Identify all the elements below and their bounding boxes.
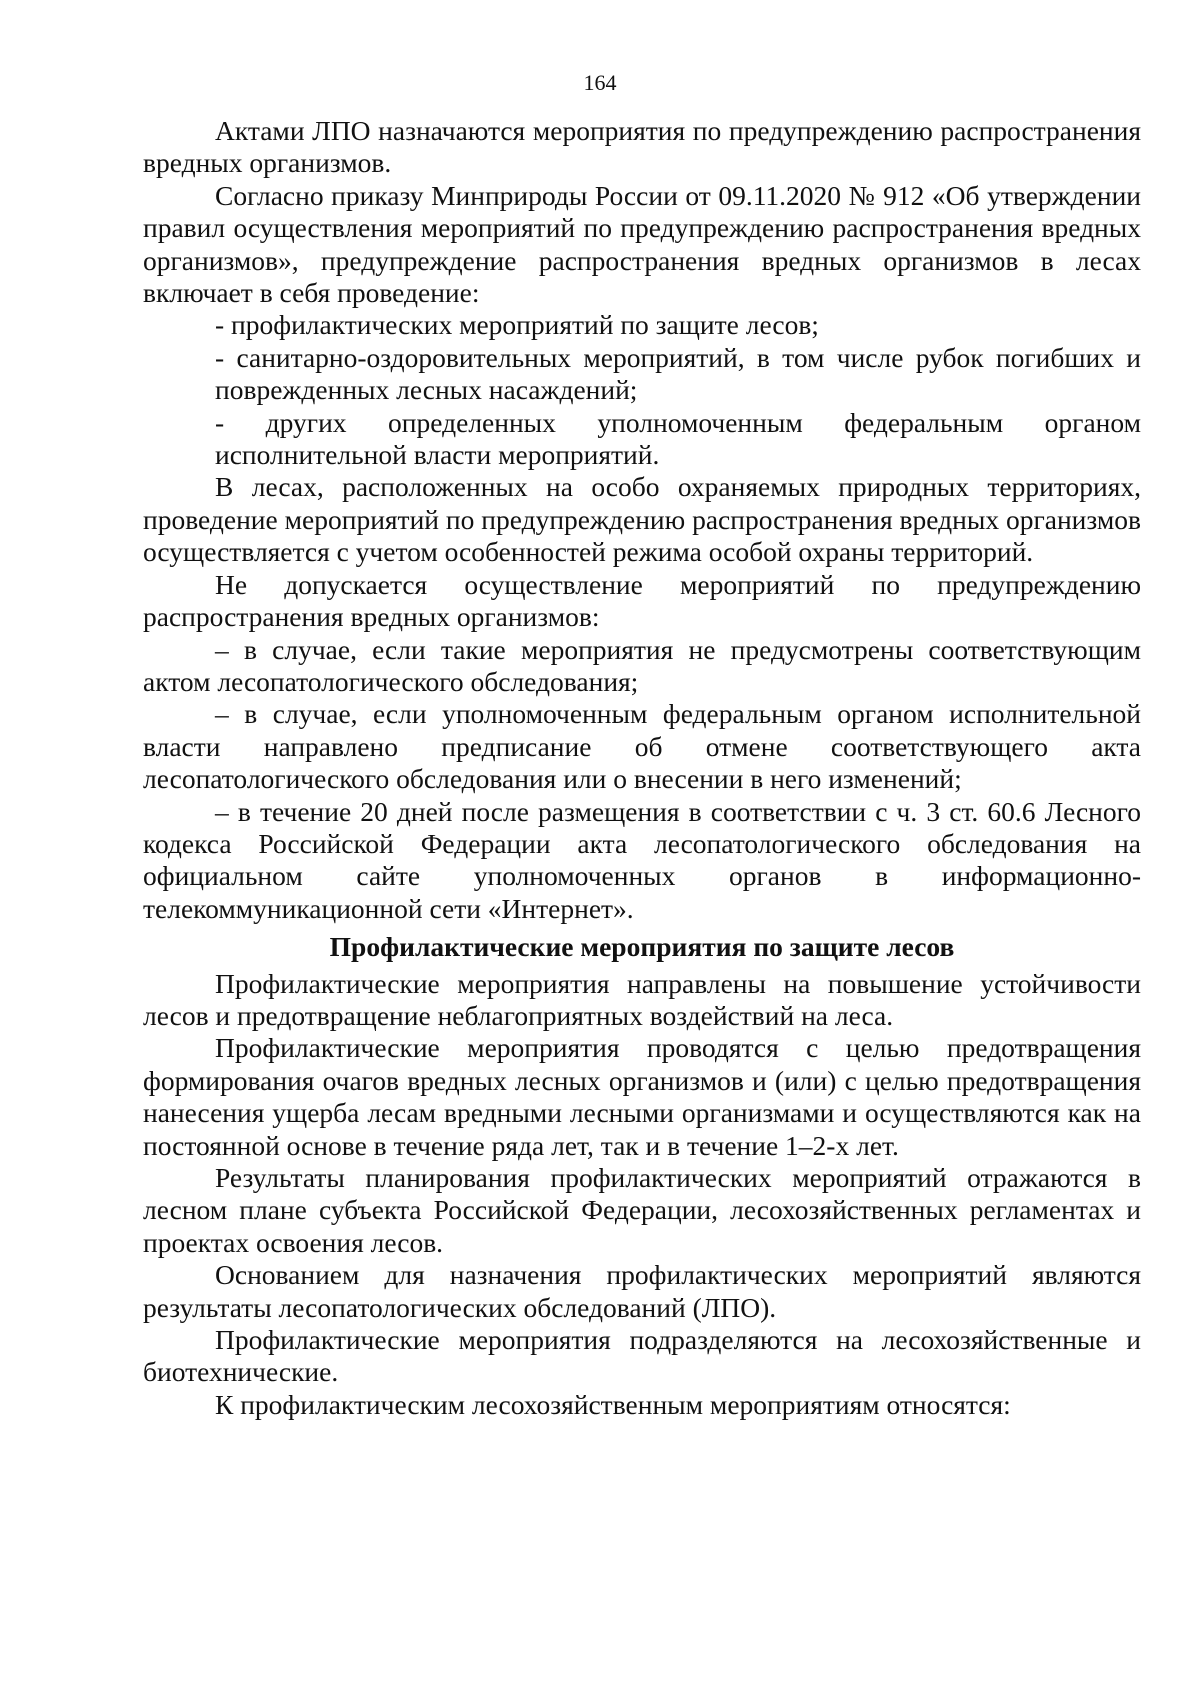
list-item: – в случае, если такие мероприятия не предусмотрены соответствующим актом лесопатологического обследования;	[143, 633, 1141, 697]
document-body	[143, 115, 1141, 1421]
paragraph: В лесах, расположенных на особо охраняемых природных территориях, проведение мероприятий по предупреждению распространения вредных организмов осуществляется с учетом особенностей режима особой охраны территорий.	[143, 471, 1141, 568]
paragraph: Результаты планирования профилактических мероприятий отражаются в лесном плане субъекта Российской Федерации, лесохозяйственных регламентах и проектах освоения лесов.	[143, 1162, 1141, 1258]
list-item: – в случае, если уполномоченным федеральным органом исполнительной власти направлено предписание об отмене соответствующего акта лесопатологического обследования или о внесении в него изменений;	[143, 698, 1141, 795]
paragraph: Актами ЛПО назначаются мероприятия по предупреждению распространения вредных организмов.	[143, 115, 1141, 179]
paragraph: Не допускается осуществление мероприятий по предупреждению распространения вредных организмов:	[143, 568, 1141, 633]
list-item: – в течение 20 дней после размещения в соответствии с ч. 3 ст. 60.6 Лесного кодекса Российской Федерации акта лесопатологического обследования на официальном сайте уполномоченных органов в информационно-телекоммуникационной сети «Интернет».	[143, 795, 1141, 924]
paragraph: Профилактические мероприятия подразделяются на лесохозяйственные и биотехнические.	[143, 1324, 1141, 1388]
paragraph: Профилактические мероприятия проводятся с целью предотвращения формирования очагов вредных лесных организмов и (или) с целью предотвращения нанесения ущерба лесам вредными лесными организмами и осуществляются как на постоянной основе в течение ряда лет, так и в течение 1–2-х лет.	[143, 1032, 1141, 1161]
paragraph: Профилактические мероприятия направлены на повышение устойчивости лесов и предотвращение неблагоприятных воздействий на леса.	[143, 967, 1141, 1031]
section-heading: Профилактические мероприятия по защите лесов	[329, 931, 955, 963]
paragraph: Согласно приказу Минприроды России от 09.11.2020 № 912 «Об утверждении правил осуществления мероприятий по предупреждению распространения вредных организмов», предупреждение распространения вредных организмов в лесах включает в себя проведение:	[143, 179, 1141, 309]
list-item: - санитарно-оздоровительных мероприятий, в том числе рубок погибших и поврежденных лесных насаждений;	[215, 341, 1141, 406]
paragraph: Основанием для назначения профилактических мероприятий являются результаты лесопатологических обследований (ЛПО).	[143, 1259, 1141, 1323]
page-number: 164	[583, 70, 617, 95]
list-item: - профилактических мероприятий по защите лесов;	[215, 309, 819, 341]
list-item: - других определенных уполномоченным федеральным органом исполнительной власти мероприятий.	[215, 406, 1141, 471]
paragraph: К профилактическим лесохозяйственным мероприятиям относятся:	[215, 1388, 1011, 1420]
